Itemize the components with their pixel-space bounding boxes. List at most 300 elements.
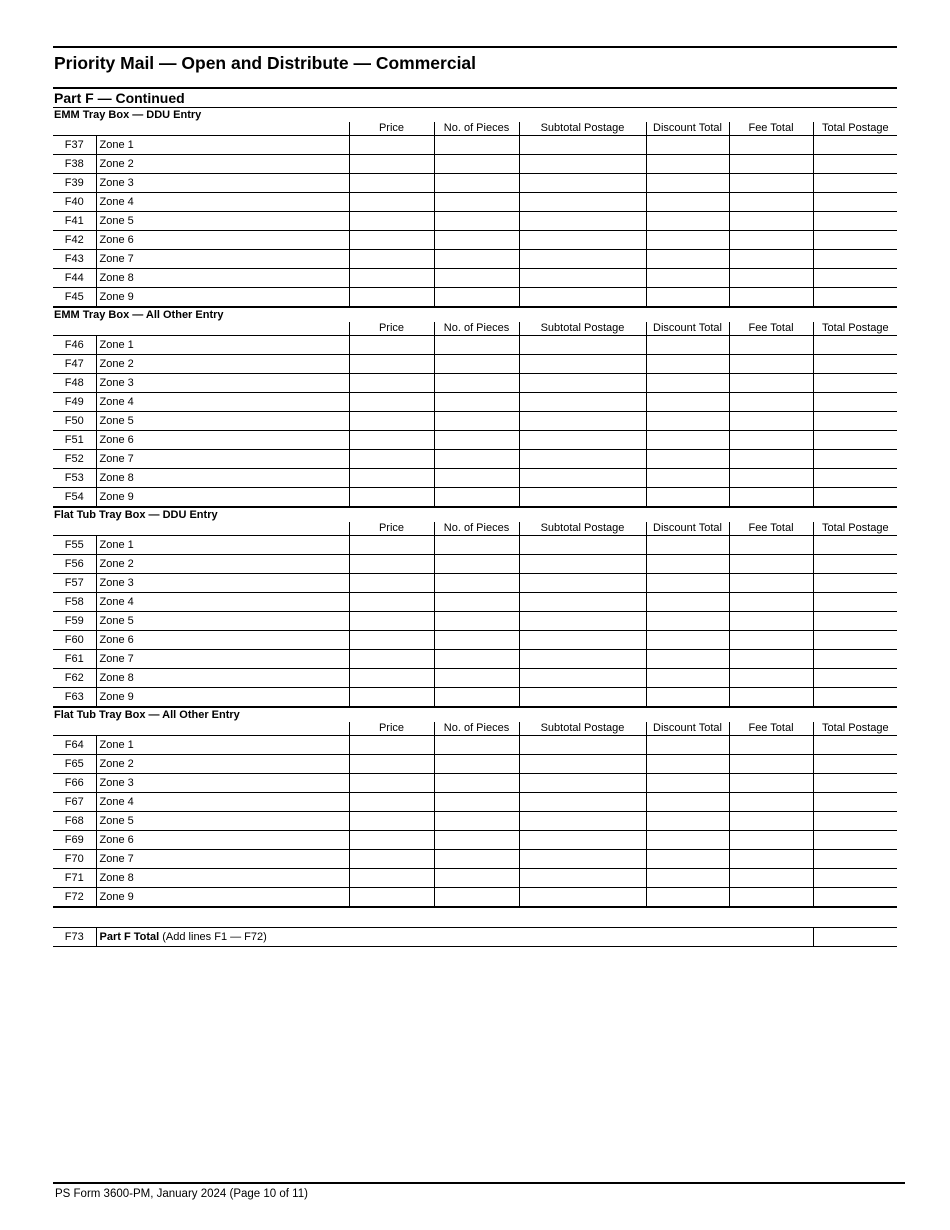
price-field[interactable] bbox=[349, 136, 434, 155]
price-field[interactable] bbox=[349, 488, 434, 508]
column-header-discount: Discount Total bbox=[646, 122, 729, 136]
pieces-field[interactable] bbox=[434, 536, 519, 555]
discount-field[interactable] bbox=[646, 412, 729, 431]
table-row bbox=[53, 488, 897, 508]
zone-label: Zone 6 bbox=[96, 431, 349, 450]
total-field[interactable] bbox=[813, 669, 897, 688]
header-blank bbox=[96, 322, 349, 336]
pieces-field[interactable] bbox=[434, 869, 519, 888]
line-number: F73 bbox=[53, 928, 96, 947]
fee-field[interactable] bbox=[729, 374, 813, 393]
fee-field[interactable] bbox=[729, 869, 813, 888]
fee-field[interactable] bbox=[729, 155, 813, 174]
pieces-field[interactable] bbox=[434, 355, 519, 374]
total-field[interactable] bbox=[813, 736, 897, 755]
discount-field[interactable] bbox=[646, 193, 729, 212]
discount-field[interactable] bbox=[646, 555, 729, 574]
pieces-field[interactable] bbox=[434, 450, 519, 469]
total-field[interactable] bbox=[813, 555, 897, 574]
fee-field[interactable] bbox=[729, 488, 813, 508]
price-field[interactable] bbox=[349, 536, 434, 555]
header-blank bbox=[53, 122, 96, 136]
zone-label: Zone 5 bbox=[96, 612, 349, 631]
pieces-field[interactable] bbox=[434, 774, 519, 793]
price-field[interactable] bbox=[349, 393, 434, 412]
discount-field[interactable] bbox=[646, 774, 729, 793]
pieces-field[interactable] bbox=[434, 288, 519, 308]
column-header-row bbox=[53, 722, 897, 736]
discount-field[interactable] bbox=[646, 250, 729, 269]
fee-field[interactable] bbox=[729, 688, 813, 708]
price-field[interactable] bbox=[349, 355, 434, 374]
subtotal-field[interactable] bbox=[519, 450, 646, 469]
pieces-field[interactable] bbox=[434, 593, 519, 612]
discount-field[interactable] bbox=[646, 536, 729, 555]
fee-field[interactable] bbox=[729, 393, 813, 412]
price-field[interactable] bbox=[349, 250, 434, 269]
total-field[interactable] bbox=[813, 174, 897, 193]
section-title: Flat Tub Tray Box — DDU Entry bbox=[54, 509, 218, 521]
total-field[interactable] bbox=[813, 888, 897, 908]
subtotal-field[interactable] bbox=[519, 555, 646, 574]
table-row bbox=[53, 831, 897, 850]
fee-field[interactable] bbox=[729, 193, 813, 212]
fee-field[interactable] bbox=[729, 850, 813, 869]
total-field[interactable] bbox=[813, 536, 897, 555]
subtotal-field[interactable] bbox=[519, 869, 646, 888]
subtotal-field[interactable] bbox=[519, 774, 646, 793]
subtotal-field[interactable] bbox=[519, 736, 646, 755]
subtotal-field[interactable] bbox=[519, 631, 646, 650]
total-field[interactable] bbox=[813, 136, 897, 155]
fee-field[interactable] bbox=[729, 412, 813, 431]
line-number: F57 bbox=[53, 574, 96, 593]
fee-field[interactable] bbox=[729, 650, 813, 669]
total-field[interactable] bbox=[813, 869, 897, 888]
total-field[interactable] bbox=[813, 650, 897, 669]
part-total-field[interactable] bbox=[813, 928, 897, 947]
pieces-field[interactable] bbox=[434, 888, 519, 908]
discount-field[interactable] bbox=[646, 869, 729, 888]
discount-field[interactable] bbox=[646, 650, 729, 669]
total-field[interactable] bbox=[813, 250, 897, 269]
line-number: F53 bbox=[53, 469, 96, 488]
line-number: F69 bbox=[53, 831, 96, 850]
price-field[interactable] bbox=[349, 850, 434, 869]
discount-field[interactable] bbox=[646, 488, 729, 508]
price-field[interactable] bbox=[349, 155, 434, 174]
total-field[interactable] bbox=[813, 488, 897, 508]
pieces-field[interactable] bbox=[434, 812, 519, 831]
discount-field[interactable] bbox=[646, 431, 729, 450]
header-blank bbox=[53, 722, 96, 736]
fee-field[interactable] bbox=[729, 212, 813, 231]
table-row bbox=[53, 250, 897, 269]
column-header-subtotal: Subtotal Postage bbox=[519, 722, 646, 736]
fee-field[interactable] bbox=[729, 174, 813, 193]
line-number: F63 bbox=[53, 688, 96, 708]
discount-field[interactable] bbox=[646, 888, 729, 908]
line-number: F61 bbox=[53, 650, 96, 669]
line-number: F49 bbox=[53, 393, 96, 412]
fee-field[interactable] bbox=[729, 755, 813, 774]
price-field[interactable] bbox=[349, 831, 434, 850]
total-field[interactable] bbox=[813, 574, 897, 593]
discount-field[interactable] bbox=[646, 136, 729, 155]
price-field[interactable] bbox=[349, 450, 434, 469]
line-number: F66 bbox=[53, 774, 96, 793]
pieces-field[interactable] bbox=[434, 193, 519, 212]
zone-label: Zone 5 bbox=[96, 212, 349, 231]
table-row bbox=[53, 650, 897, 669]
column-header-fee: Fee Total bbox=[729, 722, 813, 736]
line-number: F46 bbox=[53, 336, 96, 355]
line-number: F72 bbox=[53, 888, 96, 908]
subtotal-field[interactable] bbox=[519, 431, 646, 450]
fee-field[interactable] bbox=[729, 288, 813, 308]
pieces-field[interactable] bbox=[434, 250, 519, 269]
line-number: F39 bbox=[53, 174, 96, 193]
fee-field[interactable] bbox=[729, 669, 813, 688]
fee-field[interactable] bbox=[729, 831, 813, 850]
discount-field[interactable] bbox=[646, 812, 729, 831]
line-number: F45 bbox=[53, 288, 96, 308]
price-field[interactable] bbox=[349, 736, 434, 755]
price-field[interactable] bbox=[349, 269, 434, 288]
discount-field[interactable] bbox=[646, 574, 729, 593]
fee-field[interactable] bbox=[729, 631, 813, 650]
header-blank bbox=[96, 722, 349, 736]
table-row bbox=[53, 631, 897, 650]
price-field[interactable] bbox=[349, 755, 434, 774]
zone-label: Zone 2 bbox=[96, 555, 349, 574]
table-row bbox=[53, 812, 897, 831]
table-row bbox=[53, 774, 897, 793]
total-field[interactable] bbox=[813, 374, 897, 393]
column-header-fee: Fee Total bbox=[729, 522, 813, 536]
discount-field[interactable] bbox=[646, 831, 729, 850]
line-number: F40 bbox=[53, 193, 96, 212]
pieces-field[interactable] bbox=[434, 631, 519, 650]
pieces-field[interactable] bbox=[434, 669, 519, 688]
price-field[interactable] bbox=[349, 412, 434, 431]
discount-field[interactable] bbox=[646, 469, 729, 488]
zone-label: Zone 5 bbox=[96, 412, 349, 431]
fee-field[interactable] bbox=[729, 269, 813, 288]
pieces-field[interactable] bbox=[434, 412, 519, 431]
pieces-field[interactable] bbox=[434, 431, 519, 450]
subtotal-field[interactable] bbox=[519, 136, 646, 155]
total-field[interactable] bbox=[813, 212, 897, 231]
table-row bbox=[53, 755, 897, 774]
zone-label: Zone 4 bbox=[96, 793, 349, 812]
pieces-field[interactable] bbox=[434, 755, 519, 774]
discount-field[interactable] bbox=[646, 669, 729, 688]
subtotal-field[interactable] bbox=[519, 174, 646, 193]
discount-field[interactable] bbox=[646, 288, 729, 308]
discount-field[interactable] bbox=[646, 269, 729, 288]
subtotal-field[interactable] bbox=[519, 536, 646, 555]
discount-field[interactable] bbox=[646, 231, 729, 250]
line-number: F41 bbox=[53, 212, 96, 231]
total-field[interactable] bbox=[813, 850, 897, 869]
pieces-field[interactable] bbox=[434, 155, 519, 174]
part-title: Part F — Continued bbox=[53, 89, 897, 108]
total-field[interactable] bbox=[813, 793, 897, 812]
discount-field[interactable] bbox=[646, 688, 729, 708]
subtotal-field[interactable] bbox=[519, 612, 646, 631]
discount-field[interactable] bbox=[646, 612, 729, 631]
fee-field[interactable] bbox=[729, 593, 813, 612]
pieces-field[interactable] bbox=[434, 393, 519, 412]
fee-field[interactable] bbox=[729, 574, 813, 593]
price-field[interactable] bbox=[349, 193, 434, 212]
total-field[interactable] bbox=[813, 450, 897, 469]
subtotal-field[interactable] bbox=[519, 393, 646, 412]
price-field[interactable] bbox=[349, 555, 434, 574]
price-field[interactable] bbox=[349, 812, 434, 831]
total-field[interactable] bbox=[813, 469, 897, 488]
pieces-field[interactable] bbox=[434, 850, 519, 869]
fee-field[interactable] bbox=[729, 536, 813, 555]
pieces-field[interactable] bbox=[434, 374, 519, 393]
part-total-label-bold: Part F Total bbox=[99, 931, 160, 943]
fee-field[interactable] bbox=[729, 431, 813, 450]
pieces-field[interactable] bbox=[434, 612, 519, 631]
total-field[interactable] bbox=[813, 155, 897, 174]
subtotal-field[interactable] bbox=[519, 412, 646, 431]
fee-field[interactable] bbox=[729, 250, 813, 269]
table-row bbox=[53, 555, 897, 574]
subtotal-field[interactable] bbox=[519, 574, 646, 593]
line-number: F47 bbox=[53, 355, 96, 374]
price-field[interactable] bbox=[349, 793, 434, 812]
postage-table bbox=[53, 108, 897, 908]
price-field[interactable] bbox=[349, 631, 434, 650]
discount-field[interactable] bbox=[646, 593, 729, 612]
discount-field[interactable] bbox=[646, 793, 729, 812]
discount-field[interactable] bbox=[646, 393, 729, 412]
subtotal-field[interactable] bbox=[519, 288, 646, 308]
price-field[interactable] bbox=[349, 231, 434, 250]
zone-label: Zone 3 bbox=[96, 174, 349, 193]
zone-label: Zone 3 bbox=[96, 774, 349, 793]
price-field[interactable] bbox=[349, 869, 434, 888]
column-header-pieces: No. of Pieces bbox=[434, 522, 519, 536]
total-field[interactable] bbox=[813, 288, 897, 308]
column-header-price: Price bbox=[349, 322, 434, 336]
price-field[interactable] bbox=[349, 431, 434, 450]
price-field[interactable] bbox=[349, 593, 434, 612]
total-field[interactable] bbox=[813, 755, 897, 774]
column-header-total: Total Postage bbox=[813, 522, 897, 536]
line-number: F68 bbox=[53, 812, 96, 831]
price-field[interactable] bbox=[349, 374, 434, 393]
total-field[interactable] bbox=[813, 431, 897, 450]
column-header-subtotal: Subtotal Postage bbox=[519, 522, 646, 536]
subtotal-field[interactable] bbox=[519, 650, 646, 669]
table-row bbox=[53, 869, 897, 888]
pieces-field[interactable] bbox=[434, 736, 519, 755]
fee-field[interactable] bbox=[729, 812, 813, 831]
subtotal-field[interactable] bbox=[519, 355, 646, 374]
form-footer: PS Form 3600-PM, January 2024 (Page 10 of 11) bbox=[53, 1182, 905, 1200]
fee-field[interactable] bbox=[729, 774, 813, 793]
fee-field[interactable] bbox=[729, 136, 813, 155]
price-field[interactable] bbox=[349, 888, 434, 908]
table-row bbox=[53, 212, 897, 231]
zone-label: Zone 3 bbox=[96, 574, 349, 593]
price-field[interactable] bbox=[349, 669, 434, 688]
header-blank bbox=[53, 322, 96, 336]
table-row bbox=[53, 888, 897, 908]
subtotal-field[interactable] bbox=[519, 469, 646, 488]
zone-label: Zone 9 bbox=[96, 888, 349, 908]
total-field[interactable] bbox=[813, 393, 897, 412]
price-field[interactable] bbox=[349, 469, 434, 488]
total-field[interactable] bbox=[813, 336, 897, 355]
fee-field[interactable] bbox=[729, 888, 813, 908]
zone-label: Zone 3 bbox=[96, 374, 349, 393]
pieces-field[interactable] bbox=[434, 831, 519, 850]
total-field[interactable] bbox=[813, 193, 897, 212]
total-field[interactable] bbox=[813, 774, 897, 793]
line-number: F52 bbox=[53, 450, 96, 469]
column-header-subtotal: Subtotal Postage bbox=[519, 122, 646, 136]
fee-field[interactable] bbox=[729, 450, 813, 469]
zone-label: Zone 7 bbox=[96, 650, 349, 669]
total-field[interactable] bbox=[813, 831, 897, 850]
zone-label: Zone 7 bbox=[96, 850, 349, 869]
discount-field[interactable] bbox=[646, 355, 729, 374]
fee-field[interactable] bbox=[729, 555, 813, 574]
subtotal-field[interactable] bbox=[519, 250, 646, 269]
zone-label: Zone 6 bbox=[96, 831, 349, 850]
fee-field[interactable] bbox=[729, 231, 813, 250]
column-header-total: Total Postage bbox=[813, 122, 897, 136]
pieces-field[interactable] bbox=[434, 793, 519, 812]
pieces-field[interactable] bbox=[434, 212, 519, 231]
column-header-total: Total Postage bbox=[813, 322, 897, 336]
pieces-field[interactable] bbox=[434, 469, 519, 488]
subtotal-field[interactable] bbox=[519, 155, 646, 174]
pieces-field[interactable] bbox=[434, 555, 519, 574]
subtotal-field[interactable] bbox=[519, 850, 646, 869]
subtotal-field[interactable] bbox=[519, 812, 646, 831]
pieces-field[interactable] bbox=[434, 136, 519, 155]
pieces-field[interactable] bbox=[434, 269, 519, 288]
price-field[interactable] bbox=[349, 688, 434, 708]
column-header-row bbox=[53, 122, 897, 136]
pieces-field[interactable] bbox=[434, 231, 519, 250]
pieces-field[interactable] bbox=[434, 488, 519, 508]
table-row bbox=[53, 374, 897, 393]
zone-label: Zone 2 bbox=[96, 755, 349, 774]
discount-field[interactable] bbox=[646, 850, 729, 869]
part-total-label-note: (Add lines F1 — F72) bbox=[159, 931, 267, 943]
total-field[interactable] bbox=[813, 412, 897, 431]
subtotal-field[interactable] bbox=[519, 793, 646, 812]
total-field[interactable] bbox=[813, 593, 897, 612]
pieces-field[interactable] bbox=[434, 574, 519, 593]
total-field[interactable] bbox=[813, 612, 897, 631]
total-field[interactable] bbox=[813, 688, 897, 708]
line-number: F62 bbox=[53, 669, 96, 688]
discount-field[interactable] bbox=[646, 174, 729, 193]
discount-field[interactable] bbox=[646, 374, 729, 393]
price-field[interactable] bbox=[349, 650, 434, 669]
discount-field[interactable] bbox=[646, 336, 729, 355]
pieces-field[interactable] bbox=[434, 336, 519, 355]
subtotal-field[interactable] bbox=[519, 212, 646, 231]
zone-label: Zone 1 bbox=[96, 736, 349, 755]
price-field[interactable] bbox=[349, 774, 434, 793]
fee-field[interactable] bbox=[729, 355, 813, 374]
price-field[interactable] bbox=[349, 336, 434, 355]
fee-field[interactable] bbox=[729, 469, 813, 488]
total-field[interactable] bbox=[813, 269, 897, 288]
fee-field[interactable] bbox=[729, 736, 813, 755]
pieces-field[interactable] bbox=[434, 174, 519, 193]
subtotal-field[interactable] bbox=[519, 669, 646, 688]
subtotal-field[interactable] bbox=[519, 336, 646, 355]
column-header-price: Price bbox=[349, 522, 434, 536]
subtotal-field[interactable] bbox=[519, 831, 646, 850]
total-field[interactable] bbox=[813, 812, 897, 831]
price-field[interactable] bbox=[349, 612, 434, 631]
discount-field[interactable] bbox=[646, 450, 729, 469]
subtotal-field[interactable] bbox=[519, 888, 646, 908]
subtotal-field[interactable] bbox=[519, 488, 646, 508]
discount-field[interactable] bbox=[646, 755, 729, 774]
subtotal-field[interactable] bbox=[519, 688, 646, 708]
line-number: F65 bbox=[53, 755, 96, 774]
header-blank bbox=[53, 522, 96, 536]
subtotal-field[interactable] bbox=[519, 193, 646, 212]
subtotal-field[interactable] bbox=[519, 231, 646, 250]
discount-field[interactable] bbox=[646, 155, 729, 174]
table-row bbox=[53, 269, 897, 288]
subtotal-field[interactable] bbox=[519, 374, 646, 393]
subtotal-field[interactable] bbox=[519, 593, 646, 612]
price-field[interactable] bbox=[349, 212, 434, 231]
discount-field[interactable] bbox=[646, 631, 729, 650]
section-title: EMM Tray Box — DDU Entry bbox=[54, 109, 202, 121]
pieces-field[interactable] bbox=[434, 688, 519, 708]
total-field[interactable] bbox=[813, 631, 897, 650]
price-field[interactable] bbox=[349, 174, 434, 193]
discount-field[interactable] bbox=[646, 212, 729, 231]
table-row bbox=[53, 793, 897, 812]
line-number: F67 bbox=[53, 793, 96, 812]
subtotal-field[interactable] bbox=[519, 755, 646, 774]
table-row bbox=[53, 288, 897, 308]
fee-field[interactable] bbox=[729, 336, 813, 355]
section-title-row bbox=[53, 507, 897, 522]
total-field[interactable] bbox=[813, 231, 897, 250]
pieces-field[interactable] bbox=[434, 650, 519, 669]
part-total-row bbox=[53, 928, 897, 947]
price-field[interactable] bbox=[349, 288, 434, 308]
fee-field[interactable] bbox=[729, 612, 813, 631]
price-field[interactable] bbox=[349, 574, 434, 593]
line-number: F64 bbox=[53, 736, 96, 755]
total-field[interactable] bbox=[813, 355, 897, 374]
discount-field[interactable] bbox=[646, 736, 729, 755]
fee-field[interactable] bbox=[729, 793, 813, 812]
table-row bbox=[53, 593, 897, 612]
subtotal-field[interactable] bbox=[519, 269, 646, 288]
